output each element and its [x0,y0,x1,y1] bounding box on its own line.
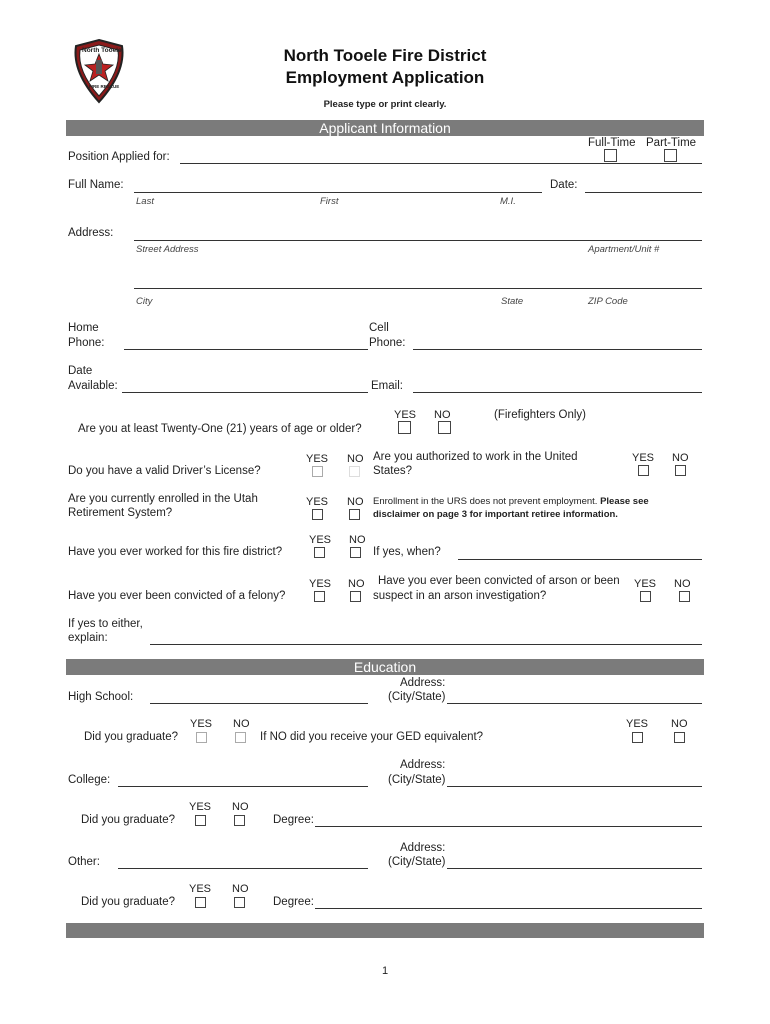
ged-no-checkbox[interactable] [674,732,685,743]
explain-field[interactable] [150,644,702,645]
email-field[interactable] [413,392,702,393]
if-yes-when-field[interactable] [458,559,702,560]
urs-question-1: Are you currently enrolled in the Utah [68,493,258,505]
worked-no-checkbox[interactable] [350,547,361,558]
college-degree-field[interactable] [315,826,702,827]
middle-initial-caption: M.I. [500,196,516,207]
education-section-header: Education [66,659,704,675]
date-label: Date: [550,179,578,191]
license-yes-checkbox[interactable] [312,466,323,477]
explain-label-1: If yes to either, [68,618,143,630]
arson-question-1: Have you ever been convicted of arson or been [378,575,620,587]
logo-text-bottom: FIRE RESCUE [89,84,120,89]
other-graduate-question: Did you graduate? [81,896,175,908]
other-label: Other: [68,856,100,868]
urs-no-label: NO [347,496,364,508]
authorized-question-2: States? [373,465,412,477]
form-title-line1: North Tooele Fire District [283,46,487,65]
other-grad-no-label: NO [232,883,249,895]
page-number: 1 [381,965,389,977]
urs-yes-label: YES [306,496,329,508]
arson-no-checkbox[interactable] [679,591,690,602]
felony-yes-checkbox[interactable] [314,591,325,602]
cell-phone-field[interactable] [413,349,702,350]
authorized-yes-label: YES [632,452,655,464]
college-graduate-question: Did you graduate? [81,814,175,826]
home-phone-label-2: Phone: [68,337,105,349]
date-available-label-2: Available: [68,380,118,392]
logo-text-top: North Tooele [82,47,122,54]
other-degree-label: Degree: [273,896,314,908]
hs-grad-no-label: NO [233,718,250,730]
urs-yes-checkbox[interactable] [312,509,323,520]
hs-graduate-question: Did you graduate? [84,731,178,743]
authorized-yes-checkbox[interactable] [638,465,649,476]
high-school-label: High School: [68,691,134,703]
position-label: Position Applied for: [68,151,170,163]
arson-question-2: suspect in an arson investigation? [373,590,547,602]
college-address-field[interactable] [447,786,702,787]
age-yes-checkbox[interactable] [398,421,411,434]
other-address-label-1: Address: [400,842,446,854]
age-no-checkbox[interactable] [438,421,451,434]
date-available-label-1: Date [68,365,93,377]
date-available-field[interactable] [122,392,368,393]
arson-yes-label: YES [634,578,657,590]
position-field[interactable] [180,163,702,164]
address-label: Address: [68,227,114,239]
full-name-field[interactable] [134,192,542,193]
felony-yes-label: YES [309,578,332,590]
college-grad-no-label: NO [232,801,249,813]
form-title-line2: Employment Application [285,68,485,87]
urs-note-line1 [373,496,649,507]
hs-grad-yes-label: YES [190,718,213,730]
hs-address-label-2: (City/State) [388,691,446,703]
other-address-label-2: (City/State) [388,856,446,868]
other-grad-yes-checkbox[interactable] [195,897,206,908]
felony-no-checkbox[interactable] [350,591,361,602]
authorized-no-label: NO [672,452,689,464]
part-time-label: Part-Time [646,137,697,149]
college-grad-yes-label: YES [189,801,212,813]
urs-note-bold: Please see [600,496,649,507]
zip-caption: ZIP Code [588,296,628,307]
email-label: Email: [371,380,403,392]
other-school-field[interactable] [118,868,368,869]
authorized-question-1: Are you authorized to work in the United [373,451,578,463]
first-name-caption: First [320,196,339,207]
home-phone-label-1: Home [68,322,99,334]
other-degree-field[interactable] [315,908,702,909]
street-address-caption: Street Address [136,244,199,255]
authorized-no-checkbox[interactable] [675,465,686,476]
hs-grad-yes-checkbox[interactable] [196,732,207,743]
applicant-section-header: Applicant Information [66,120,704,136]
license-question: Do you have a valid Driver’s License? [68,465,261,477]
college-grad-no-checkbox[interactable] [234,815,245,826]
college-grad-yes-checkbox[interactable] [195,815,206,826]
date-field[interactable] [585,192,702,193]
urs-question-2: Retirement System? [68,507,173,519]
college-field[interactable] [118,786,368,787]
cell-phone-label-1: Cell [369,322,389,334]
college-address-label-1: Address: [400,759,446,771]
hs-address-field[interactable] [447,703,702,704]
urs-note-line2: disclaimer on page 3 for important retiree information. [373,509,618,520]
college-address-label-2: (City/State) [388,774,446,786]
city-caption: City [136,296,153,307]
college-label: College: [68,774,111,786]
cell-phone-label-2: Phone: [369,337,406,349]
firefighters-only-note: (Firefighters Only) [494,409,587,421]
high-school-field[interactable] [150,703,368,704]
arson-no-label: NO [674,578,691,590]
full-name-label: Full Name: [68,179,124,191]
ged-question: If NO did you receive your GED equivalent? [260,731,484,743]
street-address-field[interactable] [134,240,702,241]
other-grad-yes-label: YES [189,883,212,895]
if-yes-when-label: If yes, when? [373,546,441,558]
state-caption: State [501,296,524,307]
arson-yes-checkbox[interactable] [640,591,651,602]
urs-note-text: Enrollment in the URS does not prevent employment. [373,496,601,507]
urs-no-checkbox[interactable] [349,509,360,520]
ged-yes-label: YES [626,718,649,730]
full-time-checkbox[interactable] [604,149,617,162]
age-question: Are you at least Twenty-One (21) years of age or older? [78,423,362,435]
last-name-caption: Last [136,196,154,207]
felony-question: Have you ever been convicted of a felony? [68,590,286,602]
bottom-divider-band [66,923,704,938]
worked-yes-label: YES [309,534,332,546]
full-time-label: Full-Time [588,137,636,149]
worked-yes-checkbox[interactable] [314,547,325,558]
explain-label-2: explain: [68,632,108,644]
college-degree-label: Degree: [273,814,314,826]
hs-grad-no-checkbox[interactable] [235,732,246,743]
worked-no-label: NO [349,534,366,546]
ged-no-label: NO [671,718,688,730]
worked-question: Have you ever worked for this fire district? [68,546,283,558]
city-state-zip-field[interactable] [134,288,702,289]
other-grad-no-checkbox[interactable] [234,897,245,908]
age-no-label: NO [434,409,451,421]
home-phone-field[interactable] [124,349,368,350]
instruction-text: Please type or print clearly. [323,99,447,110]
felony-no-label: NO [348,578,365,590]
other-address-field[interactable] [447,868,702,869]
license-no-checkbox[interactable] [349,466,360,477]
age-yes-label: YES [394,409,417,421]
license-yes-label: YES [306,453,329,465]
part-time-checkbox[interactable] [664,149,677,162]
apartment-caption: Apartment/Unit # [588,244,660,255]
license-no-label: NO [347,453,364,465]
hs-address-label-1: Address: [400,677,446,689]
ged-yes-checkbox[interactable] [632,732,643,743]
